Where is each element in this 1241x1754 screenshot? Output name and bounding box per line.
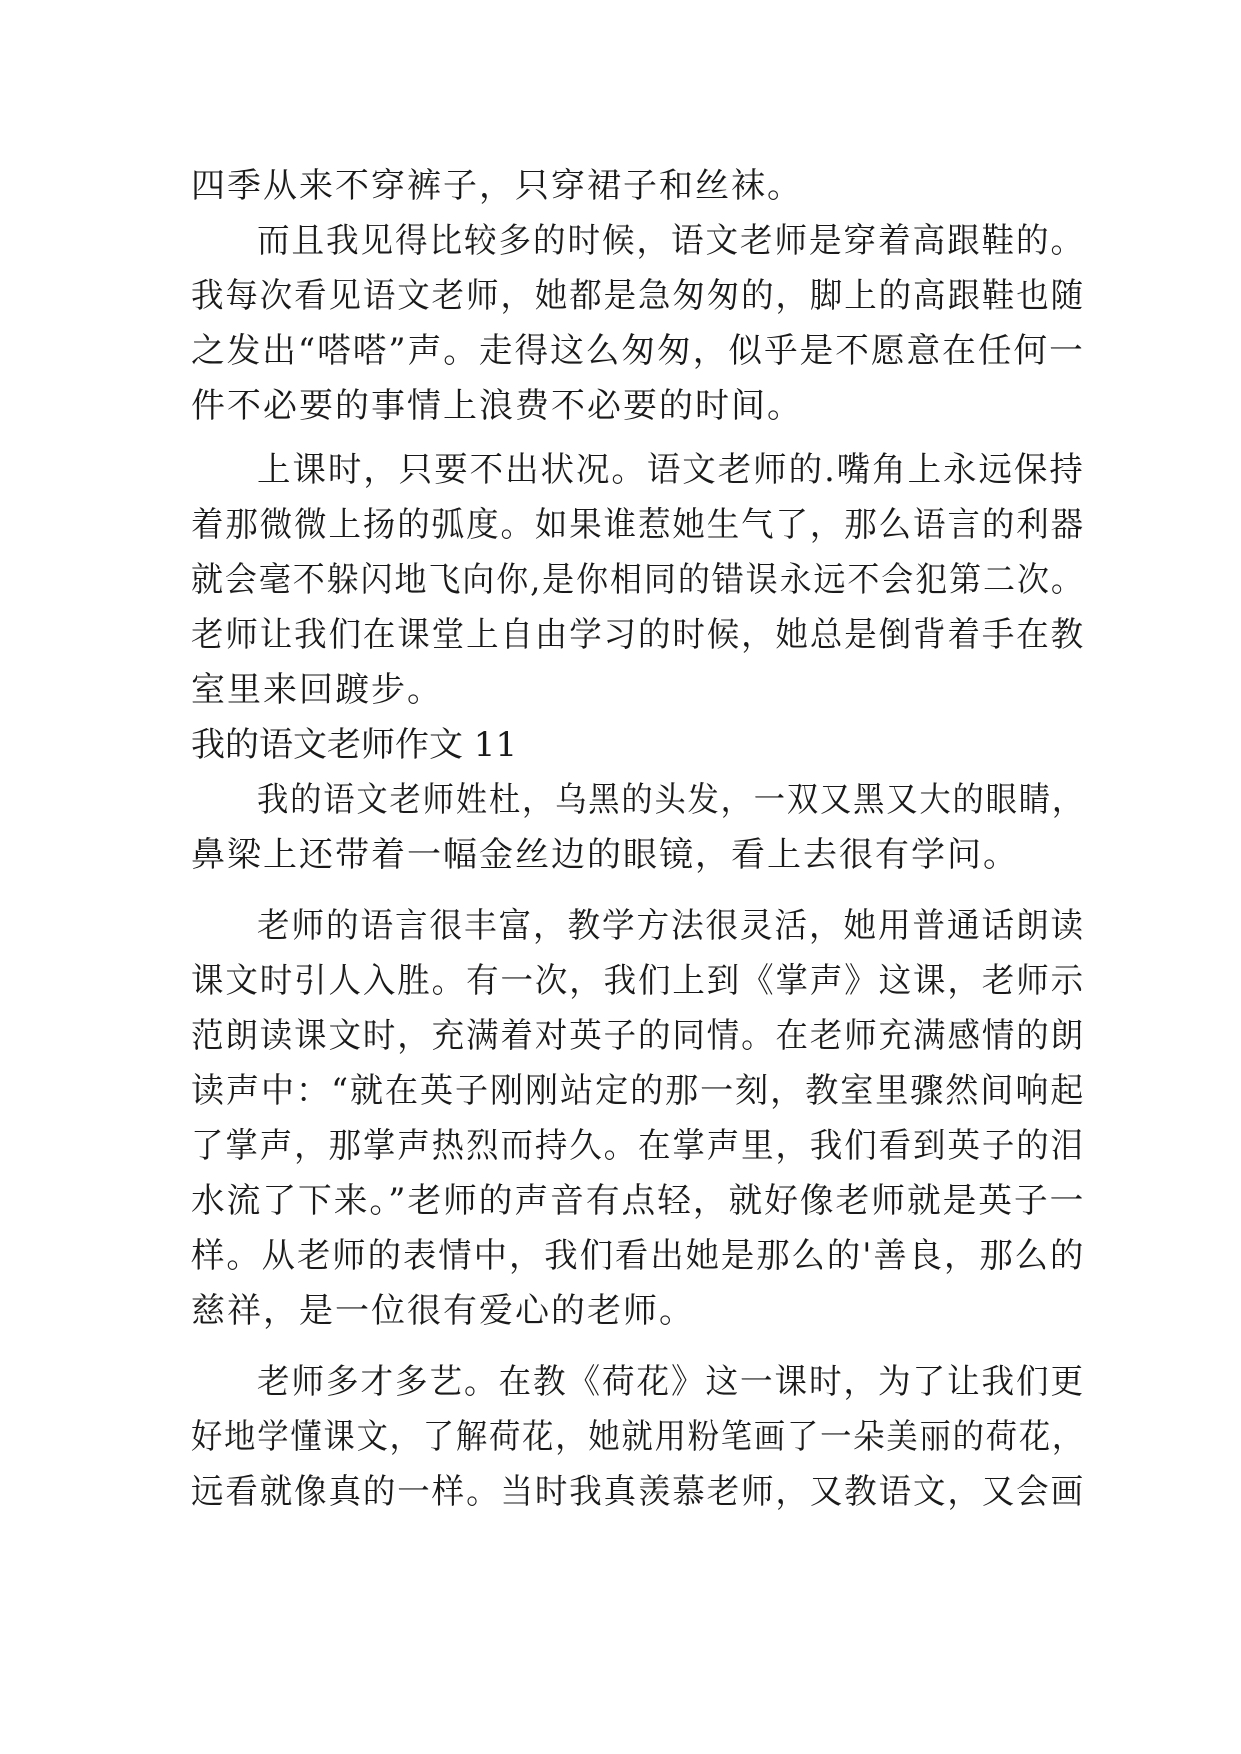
paragraph-first-line: 我的语文老师姓杜，乌黑的头发，一双又黑又大的眼睛， <box>257 780 1085 820</box>
paragraph-first-line: 而且我见得比较多的时候，语文老师是穿着高跟鞋的。 <box>257 221 1085 261</box>
text-line: 慈祥，是一位很有爱心的老师。 <box>191 1291 695 1331</box>
text-line: 件不必要的事情上浪费不必要的时间。 <box>191 386 803 426</box>
text-line: 室里来回踱步。 <box>191 670 443 710</box>
paragraph-first-line: 老师多才多艺。在教《荷花》这一课时，为了让我们更 <box>257 1362 1085 1402</box>
section-heading: 我的语文老师作文 11 <box>191 725 518 765</box>
text-line: 了掌声，那掌声热烈而持久。在掌声里，我们看到英子的泪 <box>191 1126 1085 1166</box>
text-line: 课文时引人入胜。有一次，我们上到《掌声》这课，老师示 <box>191 961 1085 1001</box>
text-line: 样。从老师的表情中，我们看出她是那么的'善良，那么的 <box>191 1236 1086 1276</box>
text-line: 水流了下来。”老师的声音有点轻，就好像老师就是英子一 <box>191 1181 1086 1221</box>
text-line: 鼻梁上还带着一幅金丝边的眼镜，看上去很有学问。 <box>191 835 1019 875</box>
text-line: 着那微微上扬的弧度。如果谁惹她生气了，那么语言的利器 <box>191 505 1085 545</box>
text-line: 读声中：“就在英子刚刚站定的那一刻，教室里骤然间响起 <box>191 1071 1086 1111</box>
text-line: 我每次看见语文老师，她都是急匆匆的，脚上的高跟鞋也随 <box>191 276 1085 316</box>
text-line: 就会毫不躲闪地飞向你,是你相同的错误永远不会犯第二次。 <box>191 560 1085 600</box>
paragraph-first-line: 老师的语言很丰富，教学方法很灵活，她用普通话朗读 <box>257 906 1085 946</box>
text-line: 远看就像真的一样。当时我真羡慕老师，又教语文，又会画 <box>191 1472 1085 1512</box>
text-line: 范朗读课文时，充满着对英子的同情。在老师充满感情的朗 <box>191 1016 1085 1056</box>
paragraph-first-line: 上课时，只要不出状况。语文老师的.嘴角上永远保持 <box>257 450 1085 490</box>
text-line: 四季从来不穿裤子，只穿裙子和丝袜。 <box>191 166 803 206</box>
text-line: 好地学懂课文，了解荷花，她就用粉笔画了一朵美丽的荷花， <box>191 1417 1086 1457</box>
text-line: 之发出“嗒嗒”声。走得这么匆匆，似乎是不愿意在任何一 <box>191 331 1085 371</box>
text-line: 老师让我们在课堂上自由学习的时候，她总是倒背着手在教 <box>191 615 1085 655</box>
